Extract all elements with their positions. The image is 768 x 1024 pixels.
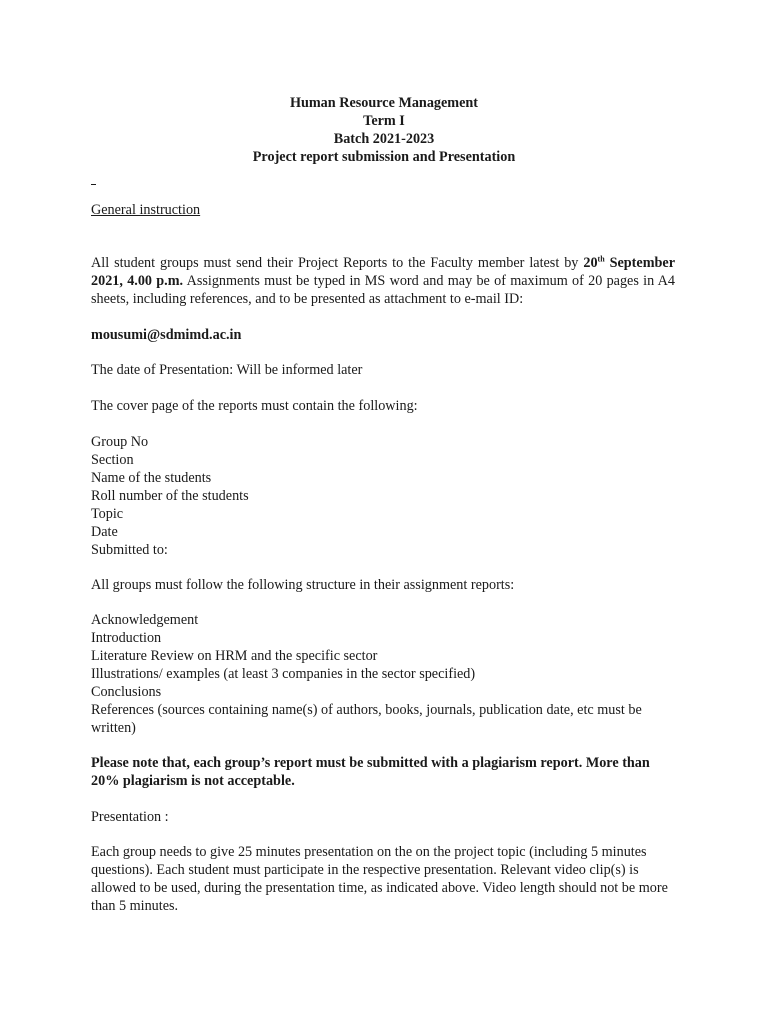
list-item: Group No [91,434,149,450]
structure-list [91,611,675,737]
batch-label: Batch 2021-2023 [333,131,435,147]
course-title: Human Resource Management [289,95,479,111]
submission-paragraph [91,254,675,308]
document-header [0,94,768,166]
stray-dash [91,184,96,185]
presentation-date: The date of Presentation: Will be informed later [91,362,363,378]
list-item: References (sources containing name(s) of authors, books, journals, publication date, etc must be written) [91,702,642,736]
general-instruction-heading: General instruction [91,202,201,218]
term-label: Term I [363,113,405,129]
list-item: Introduction [91,630,162,646]
plagiarism-note: Please note that, each group’s report must be submitted with a plagiarism report. More than 20% plagiarism is not acceptable. [91,755,650,789]
deadline-date: September 2021, 4.00 p.m. [91,255,676,289]
list-item: Name of the students [91,470,212,486]
list-item: Topic [91,506,124,522]
presentation-heading: Presentation : [91,809,169,825]
list-item: Literature Review on HRM and the specific sector [91,648,378,664]
document-title: Project report submission and Presentation [252,149,516,165]
structure-intro: All groups must follow the following structure in their assignment reports: [91,577,515,593]
list-item: Date [91,524,118,540]
list-item: Acknowledgement [91,612,199,628]
list-item: Conclusions [91,684,162,700]
submission-text-b: Assignments must be typed in MS word and may be of maximum of 20 pages in A4 sheets, including references, and to be presented as attachment to e-mail ID: [91,273,676,307]
list-item: Roll number of the students [91,488,249,504]
presentation-paragraph: Each group needs to give 25 minutes presentation on the on the project topic (including 5 minutes questions). Each student must participate in the respective presentation. Relevant video clip(s) is allowed to be used, during the presentation time, as indicated above. Video length should not be more than 5 minutes. [91,844,668,914]
cover-page-list [91,433,675,559]
submission-text-a: All student groups must send their Project Reports to the Faculty member latest by [91,255,584,271]
list-item: Illustrations/ examples (at least 3 companies in the sector specified) [91,666,476,682]
cover-page-intro: The cover page of the reports must contain the following: [91,398,418,414]
deadline-day: 20th [583,254,605,271]
list-item: Submitted to: [91,542,168,558]
list-item: Section [91,452,134,468]
submission-email: mousumi@sdmimd.ac.in [91,327,242,343]
